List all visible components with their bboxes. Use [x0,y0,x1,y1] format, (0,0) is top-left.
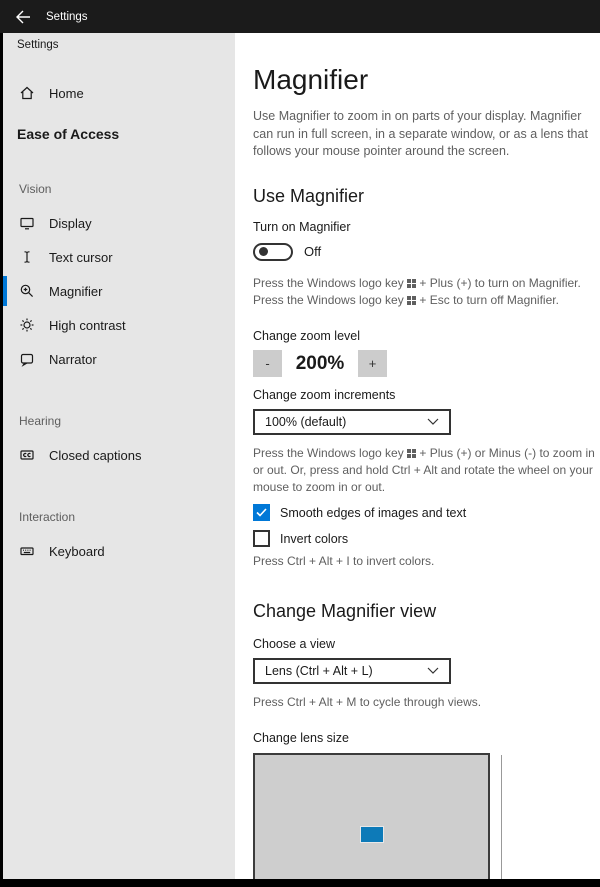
sidebar-item-label: Narrator [49,351,97,367]
chevron-down-icon [427,667,439,675]
view-dropdown[interactable] [253,658,451,684]
invert-colors-hint: Press Ctrl + Alt + I to invert colors. [253,553,435,568]
invert-colors-checkbox[interactable] [253,530,270,547]
sidebar-item-label: Closed captions [49,447,142,463]
zoom-keys-hint: Press the Windows logo key + Plus (+) or Minus (-) to zoom in or out. Or, press and hold Ctrl + Alt and rotate the wheel on your mouse to zoom in or out. [253,445,595,494]
sidebar-item-label: Keyboard [49,543,105,559]
page-description: Use Magnifier to zoom in on parts of your display. Magnifier can run in full screen, in a separate window, or as a lens that follows your mouse pointer around the screen. [253,109,588,158]
closed-captions-icon [19,447,35,463]
windows-logo-icon [407,449,416,458]
choose-view-label: Choose a view [253,636,335,651]
sidebar-section-title: Ease of Access [17,126,120,142]
main-pane [235,33,600,879]
display-icon [19,215,35,231]
zoom-increase-button[interactable]: + [358,350,387,377]
turn-on-magnifier-label: Turn on Magnifier [253,219,351,234]
keyboard-icon [19,543,35,559]
zoom-increments-dropdown[interactable] [253,409,451,435]
zoom-level-label: Change zoom level [253,328,361,343]
sidebar-item-narrator[interactable] [3,342,235,376]
sidebar-item-label: Display [49,215,92,231]
sidebar-item-closed-captions[interactable] [3,438,235,472]
toggle-knob [259,247,268,256]
cycle-views-hint: Press Ctrl + Alt + M to cycle through views. [253,694,482,709]
sidebar-item-magnifier[interactable] [3,274,235,308]
chevron-down-icon [427,418,439,426]
titlebar-title: Settings [46,10,88,23]
smooth-edges-checkbox[interactable] [253,504,270,521]
sidebar-item-label: Text cursor [49,249,113,265]
zoom-decrease-button[interactable]: - [253,350,282,377]
lens-size-control [253,753,523,880]
invert-colors-row[interactable] [253,530,600,548]
lens-height-slider-track[interactable] [501,755,502,880]
sidebar-item-keyboard[interactable] [3,534,235,568]
text-cursor-icon [19,249,35,265]
sidebar-item-display[interactable] [3,206,235,240]
sidebar-group-interaction: Interaction [19,510,76,524]
titlebar [0,0,600,33]
sidebar [3,33,235,879]
lens-preview-screen [253,753,490,880]
view-value: Lens (Ctrl + Alt + L) [265,663,373,678]
home-icon [19,85,35,101]
zoom-increments-label: Change zoom increments [253,387,396,402]
windows-logo-icon [407,296,416,305]
sidebar-item-label: High contrast [49,317,126,333]
magnifier-toggle[interactable] [253,243,293,261]
back-button[interactable] [0,0,46,33]
magnifier-icon [19,283,35,299]
smooth-edges-label: Smooth edges of images and text [280,505,467,520]
check-icon [256,508,267,517]
toggle-state-label: Off [304,244,322,259]
back-arrow-icon [15,10,31,24]
high-contrast-icon [19,317,35,333]
sidebar-header: Settings [17,39,59,51]
zoom-level-stepper [253,350,600,378]
change-view-heading: Change Magnifier view [253,600,437,621]
sidebar-item-high-contrast[interactable] [3,308,235,342]
sidebar-item-text-cursor[interactable] [3,240,235,274]
windows-logo-icon [407,279,416,288]
zoom-increments-value: 100% (default) [265,414,347,429]
sidebar-group-hearing: Hearing [19,414,62,428]
turn-on-hint: Press the Windows logo key + Plus (+) to turn on Magnifier. Press the Windows logo key + Esc to turn off Magnifier. [253,275,581,307]
zoom-level-value: 200% [295,352,345,374]
use-magnifier-heading: Use Magnifier [253,185,365,206]
sidebar-item-home[interactable] [3,76,235,110]
page-title: Magnifier [253,64,369,95]
sidebar-group-vision: Vision [19,182,52,196]
sidebar-item-label: Home [49,85,84,101]
lens-size-label: Change lens size [253,730,349,745]
sidebar-item-label: Magnifier [49,283,103,299]
lens-rectangle [360,826,384,843]
smooth-edges-row[interactable] [253,504,600,522]
narrator-icon [19,351,35,367]
invert-colors-label: Invert colors [280,531,349,546]
